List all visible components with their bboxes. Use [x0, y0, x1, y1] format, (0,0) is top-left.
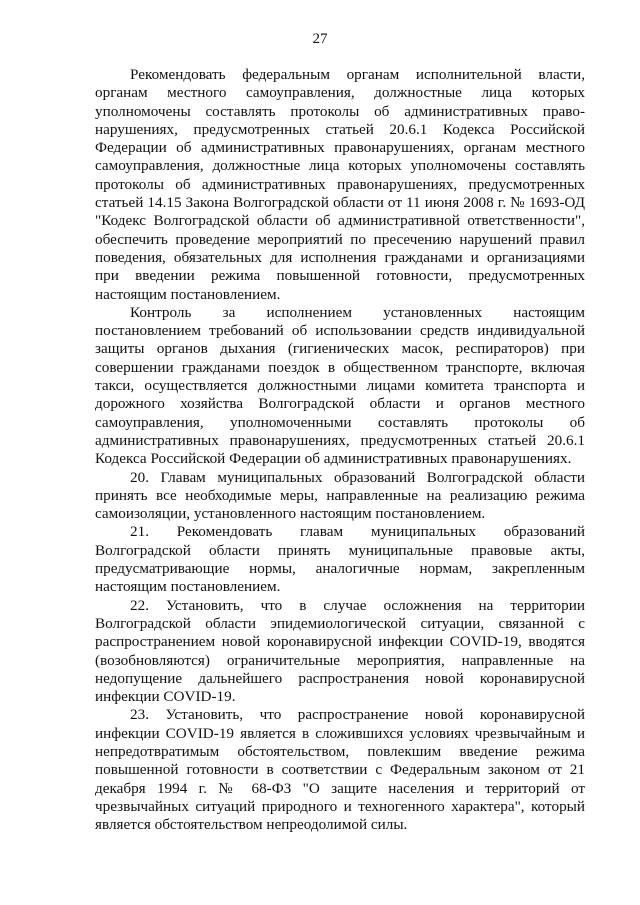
page-number: 27 [312, 31, 328, 47]
paragraph-item-21: 21. Рекомендовать главам муниципальных образований Волгоградской области принять муниципальные правовые акты, предусматривающие нормы, аналогичные нормам, закрепленным настоящим постановлением. [95, 523, 585, 596]
paragraph-item-20: 20. Главам муниципальных образований Волгоградской области принять все необходимые меры, направленные на реализацию режима самоизоляции, установленного настоящим постановлением. [95, 468, 585, 523]
paragraph-item-22: 22. Установить, что в случае осложнения на территории Волгоградской области эпидемиологической ситуации, связанной с распространением новой коронавирусной инфекции COVID-19, вводятся (возобновляются) ограничительные мероприятия, направленные на недопущение дальнейшего распространения новой коронавирусной инфекции COVID-19. [95, 596, 585, 706]
paragraph-recommend-authorities: Рекомендовать федеральным органам исполнительной власти, органам местного самоуправления, должностные лица которых уполномочены составлять протоколы об административных правонарушениях, предусмотренных статьей 20.6.1 Кодекса Российской Федерации об административных правонарушениях, органам местного самоуправления, должностные лица которых уполномочены составлять протоколы об административных правонарушениях, предусмотренных статьей 14.15 Закона Волгоградской области от 11 июня 2008 г. № 1693-ОД "Кодекс Волгоградской области об административной ответственности", обеспечить проведение мероприятий по пресечению нарушений правил поведения, обязательных для исполнения гражданами и организациями при введении режима повышенной готовности, предусмотренных настоящим постановлением. [95, 66, 585, 303]
paragraph-item-23: 23. Установить, что распространение новой коронавирусной инфекции COVID-19 является в сложившихся условиях чрезвычайным и непредотвратимым обстоятельством, повлекшим введение режима повышенной готовности в соответствии с Федеральным законом от 21 декабря 1994 г. № 68-ФЗ "О защите населения и территорий от чрезвычайных ситуаций природного и техногенного характера", который является обстоятельством непреодолимой силы. [95, 706, 585, 834]
paragraph-control: Контроль за исполнением установленных настоящим постановлением требований об использовании средств индивидуальной защиты органов дыхания (гигиенических масок, респираторов) при совершении гражданами поездок в общественном транспорте, включая такси, осуществляется должностными лицами комитета транспорта и дорожного хозяйства Волгоградской области и органов местного самоуправления, уполномоченными составлять протоколы об административных правонарушениях, предусмотренных статьей 20.6.1 Кодекса Российской Федерации об административных правонарушениях. [95, 303, 585, 468]
document-body [95, 66, 585, 834]
